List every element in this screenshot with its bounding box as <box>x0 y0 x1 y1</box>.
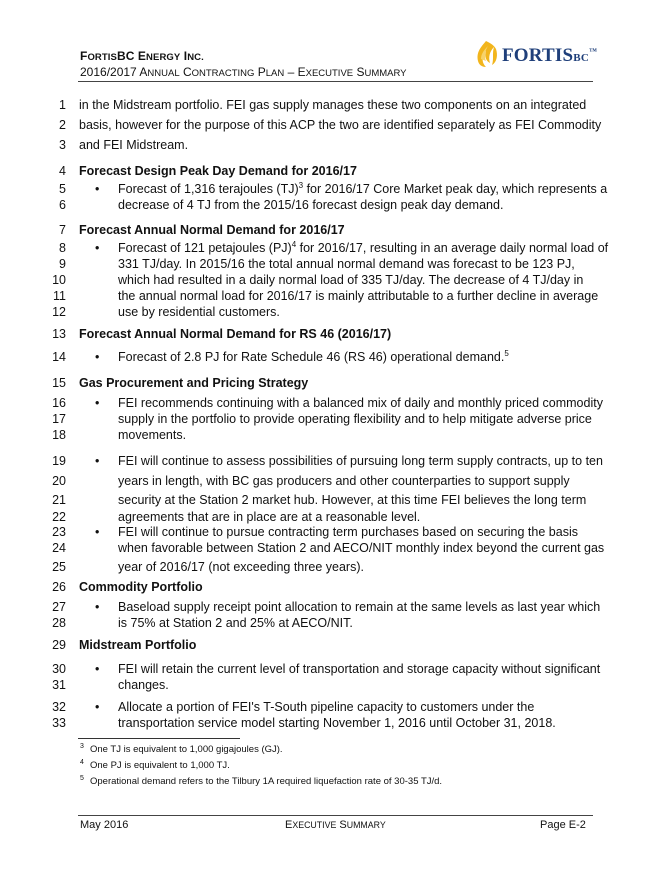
line-number: 14 <box>52 350 66 364</box>
line-number: 33 <box>52 716 66 730</box>
footnote-text: One PJ is equivalent to 1,000 TJ. <box>90 760 230 771</box>
bullet-text: movements. <box>118 428 187 442</box>
line-number: 28 <box>52 616 66 630</box>
bullet-text: years in length, with BC gas producers and other counterparties to support supply <box>118 474 570 488</box>
bullet-text: when favorable between Station 2 and AECO/NIT monthly index beyond the current gas <box>118 541 605 555</box>
line-number: 1 <box>59 98 66 112</box>
line-number: 20 <box>52 474 66 488</box>
footnote <box>80 742 283 755</box>
bullet-text: the annual normal load for 2016/17 is mainly attributable to a further decline in average <box>118 289 599 303</box>
line-number: 32 <box>52 700 66 714</box>
bullet-text <box>118 350 509 364</box>
bullet-text: decrease of 4 TJ from the 2015/16 forecast design peak day demand. <box>118 198 504 212</box>
bullet: • <box>95 396 100 410</box>
line-number: 5 <box>59 182 66 196</box>
bullet-text <box>118 182 607 196</box>
footnote-ref: 4 <box>291 239 297 249</box>
line-number: 11 <box>53 289 66 303</box>
bullet-text: Baseload supply receipt point allocation to remain at the same levels as last year which <box>118 600 601 614</box>
footer-divider <box>78 815 593 816</box>
fortisbc-logo <box>472 37 598 73</box>
logo-wordmark <box>502 45 597 67</box>
bullet-text <box>118 241 608 255</box>
footer-page-number: Page E-2 <box>540 819 586 831</box>
footer-section: EXECUTIVE SUMMARY <box>285 819 386 831</box>
line-number: 30 <box>52 662 66 676</box>
body-text: basis, however for the purpose of this ACP the two are identified separately as FEI Commodity <box>79 118 602 132</box>
text-run: for 2016/17, resulting in an average daily normal load of <box>296 241 609 255</box>
line-number: 9 <box>59 257 66 271</box>
line-number: 7 <box>59 223 66 237</box>
bullet-text: FEI will continue to pursue contracting term purchases based on securing the basis <box>118 525 578 539</box>
logo-trademark: ™ <box>588 46 598 56</box>
line-number: 3 <box>59 138 66 152</box>
bullet-text: FEI will retain the current level of transportation and storage capacity without significant <box>118 662 601 676</box>
line-number: 21 <box>52 493 66 507</box>
line-number: 6 <box>59 198 66 212</box>
footnote-mark: 5 <box>80 774 84 782</box>
footnote-divider <box>78 738 240 739</box>
bullet-text: FEI will continue to assess possibilities of pursuing long term supply contracts, up to ten <box>118 454 603 468</box>
bullet: • <box>95 350 100 364</box>
text-run: Forecast of 1,316 terajoules (TJ) <box>118 182 299 196</box>
footnote <box>80 758 230 771</box>
line-number: 16 <box>52 396 66 410</box>
section-heading: Midstream Portfolio <box>79 638 197 652</box>
bullet: • <box>95 700 100 714</box>
line-number: 8 <box>59 241 66 255</box>
bullet: • <box>95 241 100 255</box>
bullet-text: transportation service model starting November 1, 2016 until October 31, 2018. <box>118 716 556 730</box>
bullet: • <box>95 662 100 676</box>
bullet-text: which had resulted in a daily normal load of 335 TJ/day. The decrease of 4 TJ/day in <box>118 273 584 287</box>
text-run: Forecast of 2.8 PJ for Rate Schedule 46 (RS 46) operational demand. <box>118 350 505 364</box>
header-divider <box>78 81 593 82</box>
bullet-text: agreements that are in place are at a reasonable level. <box>118 510 421 524</box>
company-name: FORTISBC ENERGY INC. <box>80 49 204 63</box>
footnote-mark: 3 <box>80 742 84 750</box>
bullet-text: supply in the portfolio to provide operating flexibility and to help mitigate adverse price <box>118 412 592 426</box>
line-number: 10 <box>52 273 66 287</box>
footnote-mark: 4 <box>80 758 84 766</box>
body-text: and FEI Midstream. <box>79 138 189 152</box>
line-number: 13 <box>52 327 66 341</box>
footnote-text: Operational demand refers to the Tilbury 1A required liquefaction rate of 30-35 TJ/d. <box>90 776 443 787</box>
bullet-text: changes. <box>118 678 169 692</box>
text-run: for 2016/17 Core Market peak day, which represents a <box>303 182 608 196</box>
line-number: 24 <box>52 541 66 555</box>
line-number: 12 <box>52 305 66 319</box>
section-heading: Commodity Portfolio <box>79 580 203 594</box>
footer-date: May 2016 <box>80 819 129 831</box>
section-heading: Forecast Design Peak Day Demand for 2016/17 <box>79 164 357 178</box>
section-heading: Forecast Annual Normal Demand for 2016/17 <box>79 223 345 237</box>
line-number: 31 <box>52 678 66 692</box>
bullet: • <box>95 454 100 468</box>
line-number: 17 <box>52 412 66 426</box>
section-heading: Gas Procurement and Pricing Strategy <box>79 376 309 390</box>
section-heading: Forecast Annual Normal Demand for RS 46 (2016/17) <box>79 327 392 341</box>
line-number: 26 <box>52 580 66 594</box>
line-number: 4 <box>59 164 66 178</box>
bullet-text: is 75% at Station 2 and 25% at AECO/NIT. <box>118 616 353 630</box>
logo-word-bc: BC <box>573 52 589 64</box>
footnote-text: One TJ is equivalent to 1,000 gigajoules (GJ). <box>90 744 283 755</box>
bullet-text: security at the Station 2 market hub. However, at this time FEI believes the long term <box>118 493 587 507</box>
text-run: Forecast of 121 petajoules (PJ) <box>118 241 292 255</box>
bullet: • <box>95 182 100 196</box>
footnote-ref: 5 <box>504 348 509 358</box>
bullet-text: use by residential customers. <box>118 305 280 319</box>
line-number: 19 <box>52 454 66 468</box>
body-text: in the Midstream portfolio. FEI gas supply manages these two components on an integrated <box>79 98 587 112</box>
line-number: 15 <box>52 376 66 390</box>
bullet-text: year of 2016/17 (not exceeding three years). <box>118 560 364 574</box>
line-number: 27 <box>52 600 66 614</box>
bullet: • <box>95 525 100 539</box>
flame-logo-icon <box>472 39 500 69</box>
bullet-text: 331 TJ/day. In 2015/16 the total annual normal demand was forecast to be 123 PJ, <box>118 257 575 271</box>
bullet-text: FEI recommends continuing with a balanced mix of daily and monthly priced commodity <box>118 396 603 410</box>
footnote <box>80 774 443 787</box>
bullet-text: Allocate a portion of FEI's T-South pipeline capacity to customers under the <box>118 700 535 714</box>
line-number: 29 <box>52 638 66 652</box>
document-subtitle: 2016/2017 ANNUAL CONTRACTING PLAN – EXECUTIVE SUMMARY <box>80 65 407 79</box>
line-number: 2 <box>59 118 66 132</box>
line-number: 22 <box>52 510 66 524</box>
line-number: 25 <box>52 560 66 574</box>
logo-word-fortis: FORTIS <box>502 45 574 66</box>
line-number: 18 <box>52 428 66 442</box>
footnote-ref: 3 <box>298 180 304 190</box>
bullet: • <box>95 600 100 614</box>
line-number: 23 <box>52 525 66 539</box>
